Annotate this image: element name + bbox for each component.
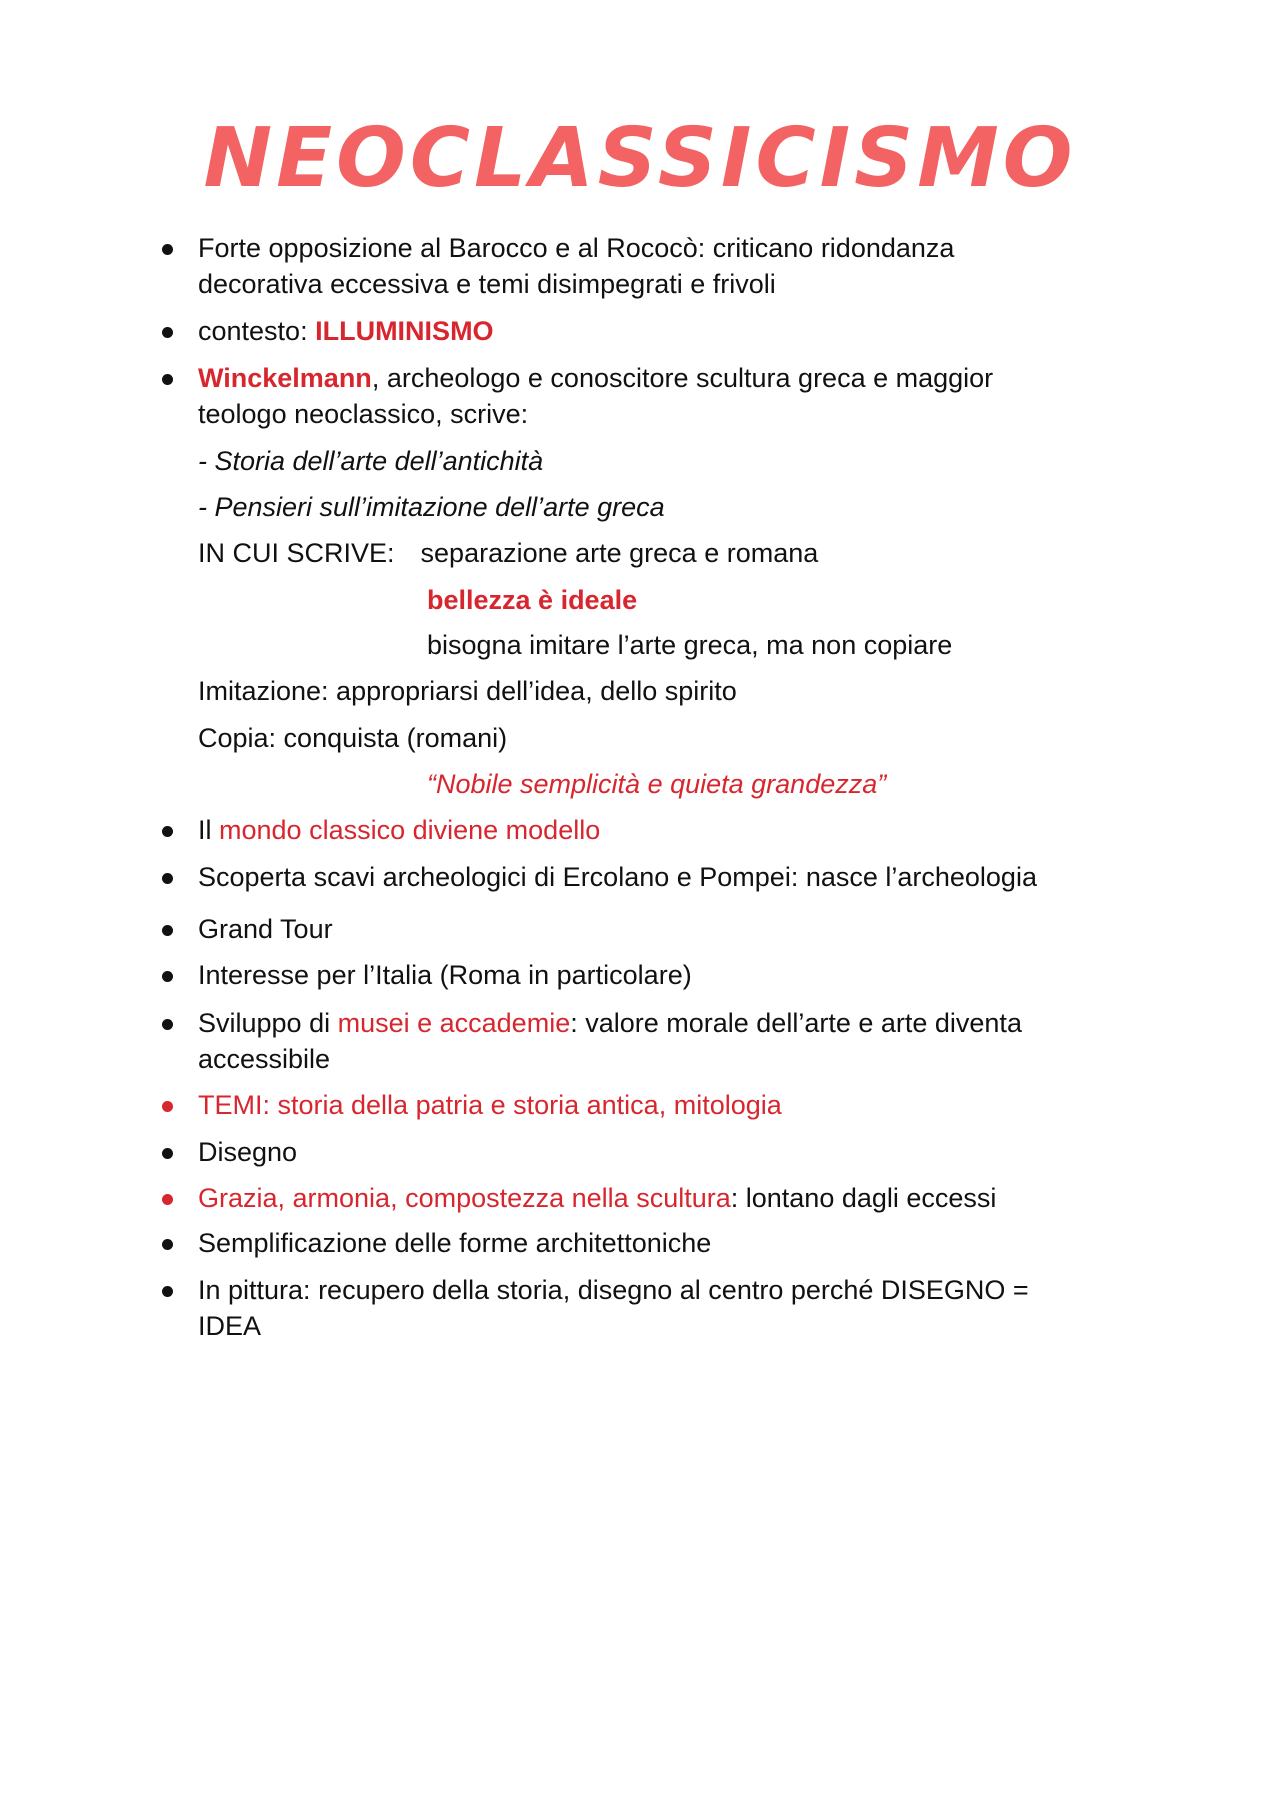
bullet-icon — [162, 327, 173, 338]
in-cui-scrive-line — [198, 535, 818, 571]
bullet-icon — [162, 1148, 173, 1159]
item-highlight: mondo classico diviene modello — [219, 815, 601, 845]
item-rest: : lontano dagli eccessi — [730, 1183, 997, 1213]
winckelmann-desc: , archeologo e conoscitore scultura greca e maggior — [371, 363, 994, 393]
list-item-line: accessibile — [198, 1044, 331, 1074]
point-text: bisogna imitare l’arte greca, ma non copiare — [427, 630, 953, 660]
bullet-icon — [162, 925, 173, 936]
bullet-icon — [162, 1239, 173, 1250]
list-item: Scoperta scavi archeologici di Ercolano e Pompei: nasce l’archeologia — [198, 862, 1037, 892]
bullet-icon — [162, 826, 173, 837]
list-item: Semplificazione delle forme architettoniche — [198, 1228, 712, 1258]
list-item — [198, 1180, 996, 1216]
bullet-icon — [162, 1286, 173, 1297]
list-item: Grand Tour — [198, 914, 333, 944]
point-text: separazione arte greca e romana — [420, 538, 819, 568]
item-prefix: Sviluppo di — [198, 1008, 338, 1038]
point-text: bellezza è ideale — [427, 585, 638, 615]
list-item-line: Forte opposizione al Barocco e al Rococò: criticano ridondanza — [198, 233, 955, 263]
list-item: Interesse per l’Italia (Roma in particolare) — [198, 960, 692, 990]
bullet-icon — [162, 1019, 173, 1030]
bullet-icon — [162, 873, 173, 884]
item-highlight: Grazia, armonia, compostezza nella scultura — [198, 1183, 731, 1213]
context-label: contesto: — [198, 316, 316, 346]
definition-text: Imitazione: appropriarsi dell’idea, dello spirito — [198, 676, 737, 706]
work-title: - Pensieri sull’imitazione dell’arte greca — [198, 492, 665, 522]
list-item — [198, 812, 600, 848]
list-item-line: In pittura: recupero della storia, disegno al centro perché DISEGNO = — [198, 1275, 1029, 1305]
page-title: NEOCLASSICISMO — [203, 111, 1077, 206]
list-item-line: teologo neoclassico, scrive: — [198, 399, 529, 429]
item-prefix: Il — [198, 815, 220, 845]
list-item — [198, 1005, 1022, 1041]
item-rest: : valore morale dell’arte e arte diventa — [570, 1008, 1022, 1038]
bullet-icon — [162, 971, 173, 982]
bullet-icon — [162, 244, 173, 255]
bullet-icon — [162, 1194, 173, 1205]
list-item — [198, 360, 993, 396]
definition-text: Copia: conquista (romani) — [198, 723, 508, 753]
quote-text: “Nobile semplicità e quieta grandezza” — [427, 769, 887, 799]
list-item-line: IDEA — [198, 1311, 262, 1341]
winckelmann-name: Winckelmann — [198, 363, 372, 393]
bullet-icon — [162, 374, 173, 385]
work-title: - Storia dell’arte dell’antichità — [198, 446, 544, 476]
bullet-icon — [162, 1101, 173, 1112]
in-cui-scrive-label: IN CUI SCRIVE: — [198, 538, 395, 568]
item-highlight: musei e accademie — [337, 1008, 571, 1038]
list-item-line: decorativa eccessiva e temi disimpegrati e frivoli — [198, 269, 776, 299]
list-item: Disegno — [198, 1137, 298, 1167]
context-highlight: ILLUMINISMO — [315, 316, 494, 346]
list-item — [198, 313, 494, 349]
list-item: TEMI: storia della patria e storia antica, mitologia — [198, 1090, 782, 1120]
